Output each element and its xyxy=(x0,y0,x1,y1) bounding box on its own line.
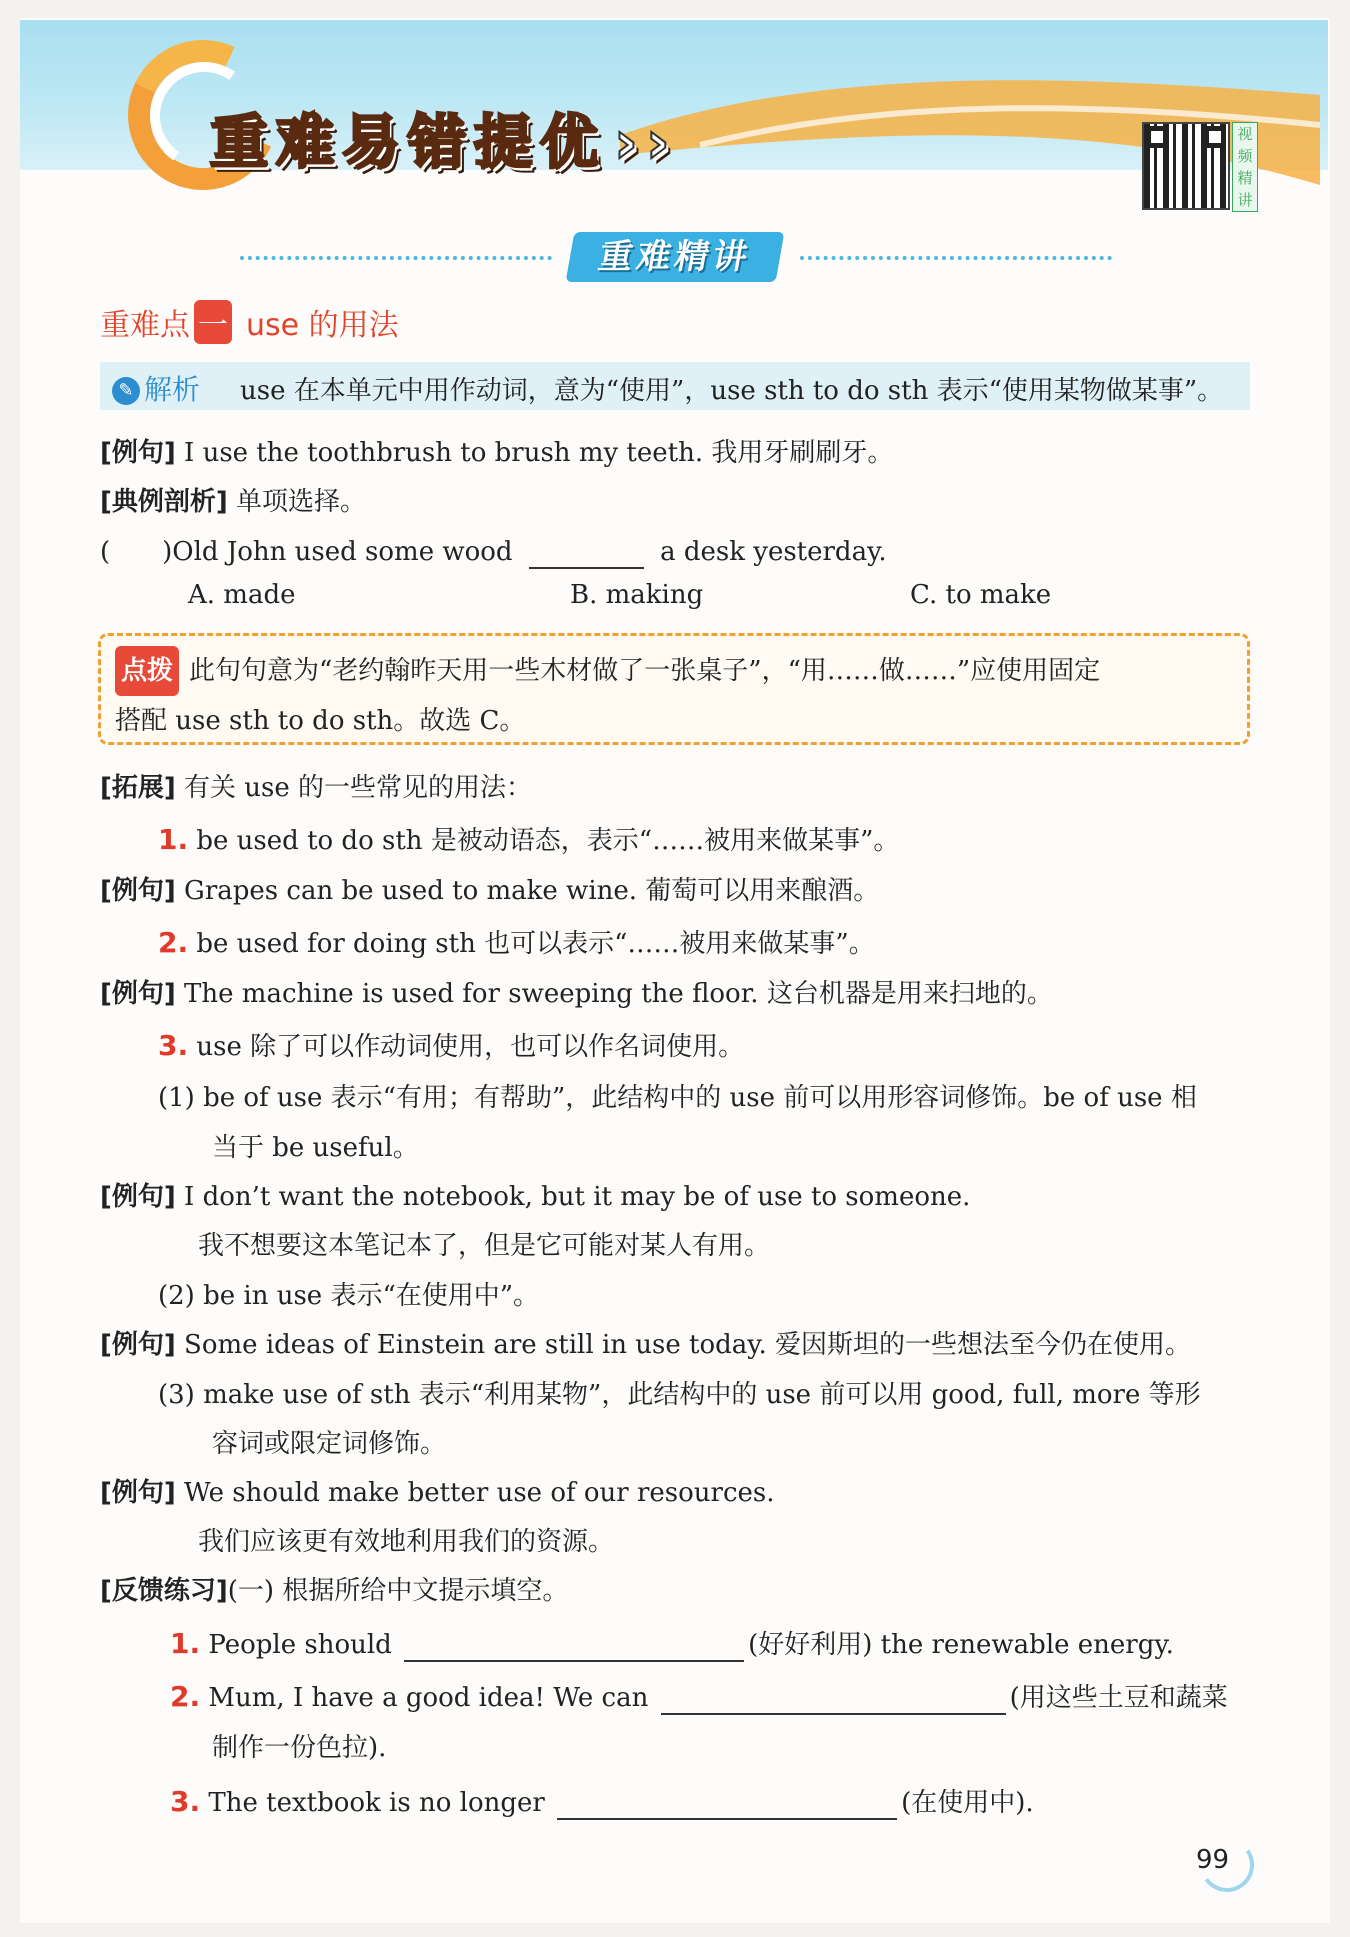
question-text: Mum, I have a good idea! We can xyxy=(208,1683,649,1713)
extend-line xyxy=(100,767,532,804)
section-divider-right xyxy=(800,256,1112,260)
typical-example-text: 单项选择。 xyxy=(236,487,367,517)
sub-item-3-cont: 容词或限定词修饰。 xyxy=(212,1429,447,1459)
option-b[interactable]: B. making xyxy=(570,580,704,610)
question-text: People should xyxy=(208,1630,392,1660)
example-text: We should make better use of our resources. xyxy=(184,1478,775,1508)
question-text-cont: 制作一份色拉). xyxy=(212,1733,387,1763)
practice-tag: [反馈练习] xyxy=(100,1576,228,1606)
question-blank[interactable] xyxy=(529,537,644,569)
question-text: (在使用中). xyxy=(901,1788,1034,1818)
question-text: (用这些土豆和蔬菜 xyxy=(1009,1683,1228,1713)
question-line xyxy=(100,531,887,569)
example-line xyxy=(100,1472,775,1509)
sub-item-2: (2) be in use 表示“在使用中”。 xyxy=(158,1281,540,1311)
point-title: use 的用法 xyxy=(246,308,399,343)
pen-icon: ✎ xyxy=(112,377,140,405)
extend-item-1 xyxy=(158,820,899,857)
title-deco: ›› xyxy=(614,108,678,176)
practice-question-2 xyxy=(170,1677,1228,1715)
page-title-text: 重难易错提优 xyxy=(210,108,607,176)
tip-tag: 点拨 xyxy=(115,646,179,696)
point-badge: 一 xyxy=(194,300,232,344)
analysis-tag xyxy=(112,368,200,408)
answer-blank[interactable] xyxy=(404,1630,744,1662)
typical-example-line xyxy=(100,481,366,518)
example-tag: [例句] xyxy=(100,876,176,906)
tip-text-line2: 搭配 use sth to do sth。故选 C。 xyxy=(115,706,526,736)
question-number: 1. xyxy=(170,1627,201,1660)
answer-blank[interactable] xyxy=(557,1788,897,1820)
question-number: 3. xyxy=(170,1785,201,1818)
analysis-tag-text: 解析 xyxy=(144,373,201,406)
question-number: 2. xyxy=(170,1680,201,1713)
section-title xyxy=(566,232,785,282)
extend-intro: 有关 use 的一些常见的用法： xyxy=(184,773,533,803)
page-number: 99 xyxy=(1196,1845,1230,1875)
example-text: I don’t want the notebook, but it may be of use to someone. xyxy=(184,1182,971,1212)
answer-blank[interactable] xyxy=(661,1683,1006,1715)
item-number: 2. xyxy=(158,926,189,959)
practice-line xyxy=(100,1570,568,1607)
example-tag: [例句] xyxy=(100,438,176,468)
example-translation: 我们应该更有效地利用我们的资源。 xyxy=(198,1527,615,1557)
section-divider-left xyxy=(240,256,552,260)
typical-example-tag: [典例剖析] xyxy=(100,487,228,517)
example-text: Some ideas of Einstein are still in use today. 爱因斯坦的一些想法至今仍在使用。 xyxy=(184,1330,1192,1360)
example-text: Grapes can be used to make wine. 葡萄可以用来酿酒。 xyxy=(184,876,880,906)
item-text: be used to do sth 是被动语态，表示“……被用来做某事”。 xyxy=(196,826,900,856)
example-tag: [例句] xyxy=(100,1182,176,1212)
point-heading xyxy=(100,300,399,344)
extend-item-2 xyxy=(158,923,875,960)
item-number: 1. xyxy=(158,823,189,856)
example-line xyxy=(100,870,879,907)
sub-item-1: (1) be of use 表示“有用；有帮助”，此结构中的 use 前可以用形容词修饰。be of use 相 xyxy=(158,1083,1197,1113)
item-text: use 除了可以作动词使用，也可以作名词使用。 xyxy=(196,1032,745,1062)
analysis-box xyxy=(100,362,1250,410)
question-text-a: Old John used some wood xyxy=(172,537,513,567)
example-tag: [例句] xyxy=(100,1478,176,1508)
option-a[interactable]: A. made xyxy=(188,580,296,610)
example-line xyxy=(100,973,1053,1010)
question-text-b: a desk yesterday. xyxy=(660,537,887,567)
example-tag: [例句] xyxy=(100,979,176,1009)
practice-question-3 xyxy=(170,1782,1034,1820)
example-translation: 我不想要这本笔记本了，但是它可能对某人有用。 xyxy=(198,1231,771,1261)
question-text: The textbook is no longer xyxy=(208,1788,545,1818)
practice-intro: (一) 根据所给中文提示填空。 xyxy=(227,1576,569,1606)
extend-item-3 xyxy=(158,1026,744,1063)
item-number: 3. xyxy=(158,1029,189,1062)
answer-paren[interactable]: ( ) xyxy=(100,537,173,567)
tip-box xyxy=(98,633,1250,745)
point-label: 重难点 xyxy=(100,308,190,343)
example-line xyxy=(100,1324,1191,1361)
item-text: be used for doing sth 也可以表示“……被用来做某事”。 xyxy=(196,929,875,959)
page-title xyxy=(210,95,678,179)
section-title-text: 重难精讲 xyxy=(595,237,755,277)
example-text: I use the toothbrush to brush my teeth. 我用牙刷刷牙。 xyxy=(184,438,894,468)
sub-item-3: (3) make use of sth 表示“利用某物”，此结构中的 use 前可以用 good, full, more 等形 xyxy=(158,1380,1201,1410)
analysis-text: use 在本单元中用作动词，意为“使用”，use sth to do sth 表示“使用某物做某事”。 xyxy=(240,376,1224,406)
tip-text xyxy=(115,646,1233,746)
example-line xyxy=(100,432,893,469)
example-line xyxy=(100,1176,970,1213)
option-c[interactable]: C. to make xyxy=(910,580,1052,610)
tip-text-line1: 此句句意为“老约翰昨天用一些木材做了一张桌子”，“用……做……”应使用固定 xyxy=(189,656,1101,686)
extend-tag: [拓展] xyxy=(100,773,176,803)
practice-question-1 xyxy=(170,1624,1174,1662)
sub-item-1-cont: 当于 be useful。 xyxy=(212,1133,419,1163)
qr-code[interactable] xyxy=(1142,122,1230,210)
example-tag: [例句] xyxy=(100,1330,176,1360)
question-text: (好好利用) the renewable energy. xyxy=(748,1630,1174,1660)
qr-label: 视频精讲 xyxy=(1232,122,1258,212)
example-text: The machine is used for sweeping the floor. 这台机器是用来扫地的。 xyxy=(184,979,1053,1009)
